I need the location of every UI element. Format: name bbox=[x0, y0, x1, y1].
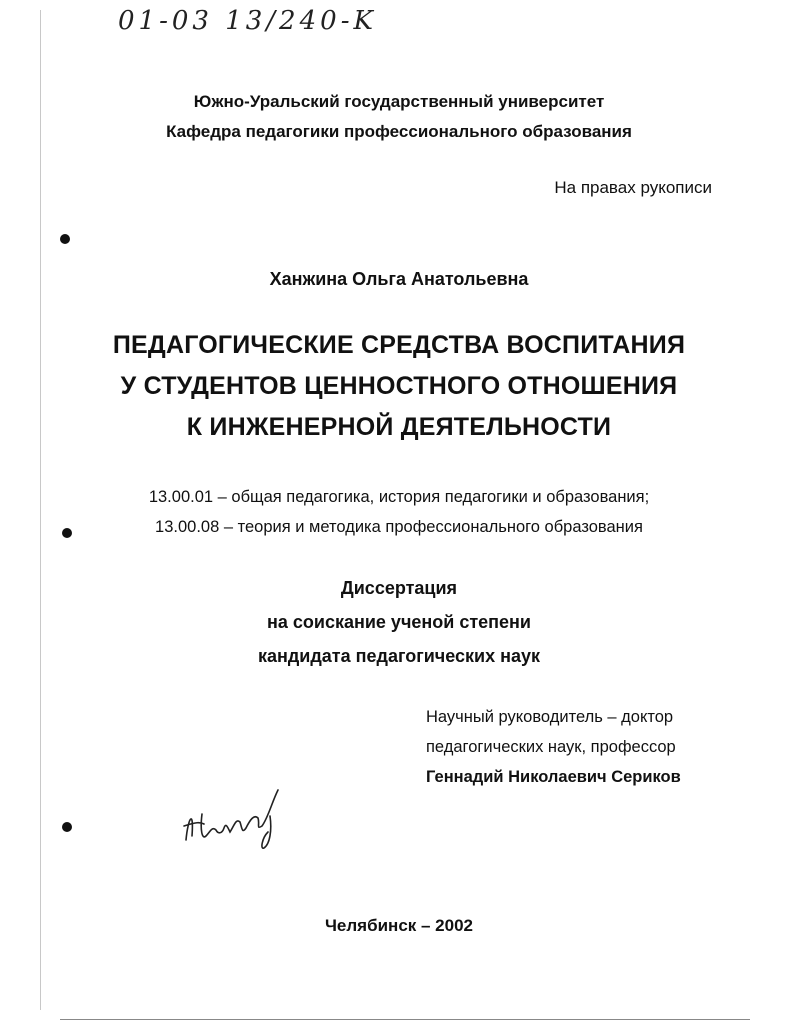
university-name: Южно-Уральский государственный университет bbox=[193, 92, 605, 111]
punch-hole-mark bbox=[60, 234, 70, 244]
thesis-title-line: ПЕДАГОГИЧЕСКИЕ СРЕДСТВА ВОСПИТАНИЯ bbox=[112, 331, 686, 359]
supervisor-degree: педагогических наук, профессор bbox=[426, 738, 676, 756]
degree-field: кандидата педагогических наук bbox=[257, 646, 540, 666]
specialty-line: 13.00.08 – теория и методика профессионального образования bbox=[155, 518, 643, 536]
department-name: Кафедра педагогики профессионального образования bbox=[166, 122, 632, 141]
supervisor-title: Научный руководитель – доктор bbox=[426, 708, 674, 726]
rights-notice: На правах рукописи bbox=[554, 178, 712, 197]
author-name: Ханжина Ольга Анатольевна bbox=[269, 269, 529, 289]
scan-margin-line bbox=[40, 10, 41, 1010]
handwritten-archive-note: 01-03 13/240-K bbox=[118, 6, 377, 36]
author-signature bbox=[178, 778, 298, 858]
thesis-title-line: У СТУДЕНТОВ ЦЕННОСТНОГО ОТНОШЕНИЯ bbox=[120, 372, 678, 400]
punch-hole-mark bbox=[62, 822, 72, 832]
thesis-title-line: К ИНЖЕНЕРНОЙ ДЕЯТЕЛЬНОСТИ bbox=[186, 413, 612, 441]
supervisor-name: Геннадий Николаевич Сериков bbox=[426, 768, 681, 786]
degree-sought: на соискание ученой степени bbox=[267, 612, 531, 632]
thesis-type: Диссертация bbox=[340, 578, 458, 598]
city-year: Челябинск – 2002 bbox=[324, 916, 474, 935]
scan-bottom-line bbox=[60, 1019, 750, 1020]
specialty-line: 13.00.01 – общая педагогика, история педагогики и образования; bbox=[148, 488, 650, 506]
